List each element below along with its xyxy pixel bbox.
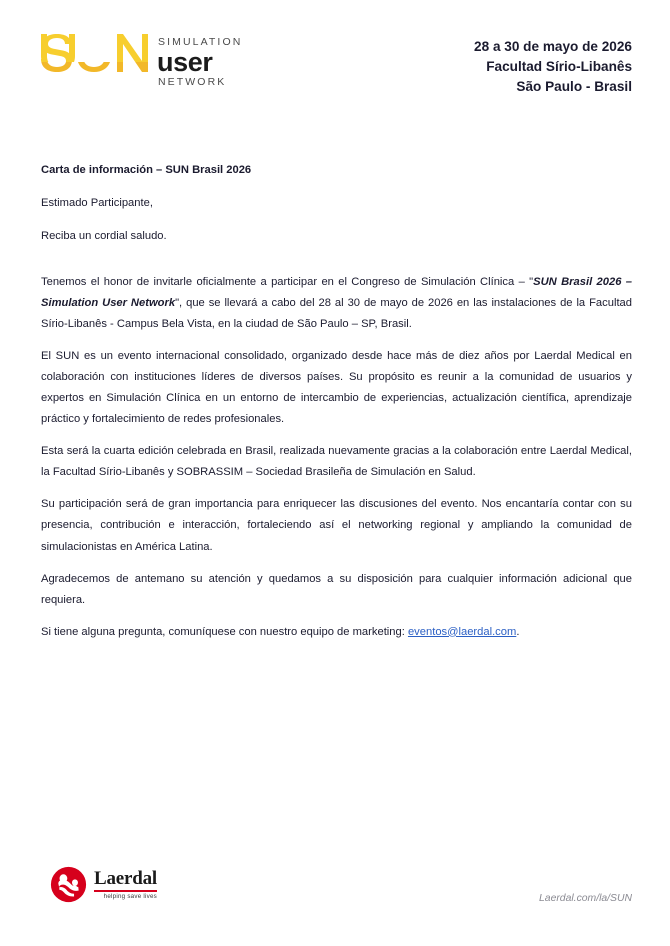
footer-website-url: Laerdal.com/la/SUN (539, 893, 632, 904)
paragraph-contact-text: Si tiene alguna pregunta, comuníquese con nuestro equipo de marketing: (41, 625, 408, 638)
letter-subject: Carta de información – SUN Brasil 2026 (41, 164, 252, 176)
laerdal-wordmark (94, 869, 157, 900)
congress-title-emphasis: SUN Brasil 2026 – Simulation User Network (41, 276, 632, 310)
document-header (41, 28, 632, 108)
letter-intro (41, 165, 632, 265)
paragraph-invitation-part2: ", que se llevará a cabo del 28 al 30 de mayo de 2026 en las instalaciones de la Facultad Sírio-Libanês - Campus Bela Vista, en la ciudad de São Paulo – SP, Brasil. (41, 297, 632, 331)
paragraph-about-sun: El SUN es un evento internacional consolidado, organizado desde hace más de diez años por Laerdal Medical en colaboración con instituciones líderes de diversos países. Su propósito es reunir a la comunidad de usuarios y expertos en Simulación Clínica en un entorno de intercambio de experiencias, actualización científica, aprendizaje práctico y fortalecimiento de redes profesionales. (41, 350, 632, 426)
paragraph-invitation-part1: Tenemos el honor de invitarle oficialmente a participar en el Congreso de Simulación Clínica – " (41, 276, 534, 288)
event-city: São Paulo - Brasil (516, 78, 632, 94)
laerdal-tagline: helping save lives (103, 892, 157, 900)
logo-line-simulation: SIMULATION (158, 36, 243, 48)
event-venue: Facultad Sírio-Libanês (486, 58, 632, 74)
laerdal-emblem-icon (50, 866, 87, 903)
paragraph-contact (41, 622, 632, 643)
paragraph-fourth-edition: Esta será la cuarta edición celebrada en Brasil, realizada nuevamente gracias a la colaboración entre Laerdal Medical, la Facultad Sírio-Libanês y SOBRASSIM – Sociedad Brasileña de Simulación en Salud. (41, 445, 632, 479)
event-details (474, 37, 632, 97)
laerdal-brand-name: Laerdal (94, 868, 157, 890)
letter-body (41, 272, 632, 643)
laerdal-red-rule (94, 890, 157, 892)
sun-logo-wordstack (158, 37, 242, 87)
sun-logo (41, 34, 242, 90)
paragraph-invitation (41, 272, 632, 335)
marketing-email-link[interactable]: eventos@laerdal.com (407, 625, 517, 638)
laerdal-logo (50, 866, 157, 903)
paragraph-participation: Su participación será de gran importancia para enriquecer las discusiones del evento. Nos encantaría contar con su presencia, contribución e interacción, fortaleciendo así el networking regional y ampliando la comunidad de simulacionistas en América Latina. (41, 498, 632, 553)
letter-greeting: Estimado Participante, (41, 197, 153, 210)
logo-line-network: NETWORK (158, 75, 227, 88)
paragraph-thanks: Agradecemos de antemano su atención y quedamos a su disposición para cualquier información adicional que requiera. (41, 572, 632, 606)
sun-wordmark-icon (41, 34, 149, 90)
logo-line-user: user (157, 46, 213, 77)
paragraph-contact-period: . (516, 625, 520, 638)
letter-salutation: Reciba un cordial saludo. (41, 230, 167, 243)
event-date: 28 a 30 de mayo de 2026 (474, 39, 632, 54)
